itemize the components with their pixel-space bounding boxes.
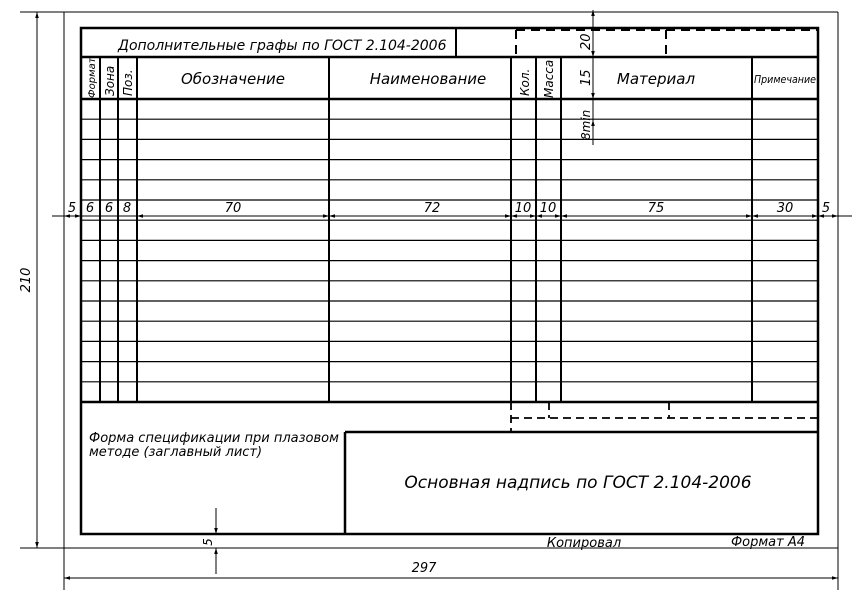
header-name: Наименование <box>369 70 487 88</box>
header-mass: Масса <box>542 59 556 98</box>
copied-label: Копировал <box>546 536 622 551</box>
form-caption-line1: Форма спецификации при плазовом <box>89 431 339 446</box>
form-caption-line2: методе (заглавный лист) <box>89 445 263 460</box>
dim-mass-col: 10 <box>539 201 557 216</box>
dim-top-box: 20 <box>579 33 594 50</box>
dim-height: 210 <box>19 267 34 293</box>
dim-pos-col: 8 <box>122 201 132 216</box>
dim-right-margin: 5 <box>821 201 831 216</box>
dim-qty-col: 10 <box>514 201 532 216</box>
dim-material-col: 75 <box>647 201 665 216</box>
dashed-top-blocks <box>516 30 818 57</box>
header-note: Примечание <box>754 73 817 86</box>
dim-note-col: 30 <box>776 201 794 216</box>
format-label: Формат А4 <box>730 535 806 550</box>
dim-format-col: 6 <box>85 201 95 216</box>
header-labels <box>87 56 816 98</box>
header-material: Материал <box>616 70 696 88</box>
dimension-labels <box>19 33 830 576</box>
extra-columns-label: Дополнительные графы по ГОСТ 2.104-2006 <box>118 38 447 54</box>
dim-designation-col: 70 <box>224 201 242 216</box>
title-block-label: Основная надпись по ГОСТ 2.104-2006 <box>404 473 752 493</box>
table-columns <box>100 57 752 402</box>
table-rows <box>81 119 818 382</box>
header-format: Формат <box>87 57 98 98</box>
header-zone: Зона <box>103 65 117 96</box>
header-pos: Поз. <box>121 69 135 96</box>
header-qty: Кол. <box>518 68 532 96</box>
dim-bottom-margin: 5 <box>201 538 215 546</box>
dim-name-col: 72 <box>423 201 441 216</box>
dim-row-min: 8min <box>579 109 593 140</box>
header-designation: Обозначение <box>180 70 286 88</box>
dim-header-height: 15 <box>579 69 594 86</box>
dashed-bottom-extension <box>511 402 818 432</box>
dim-zone-col: 6 <box>104 201 114 216</box>
dim-left-margin: 5 <box>67 201 77 216</box>
header-row-lines <box>81 57 818 402</box>
dim-width: 297 <box>411 561 437 576</box>
